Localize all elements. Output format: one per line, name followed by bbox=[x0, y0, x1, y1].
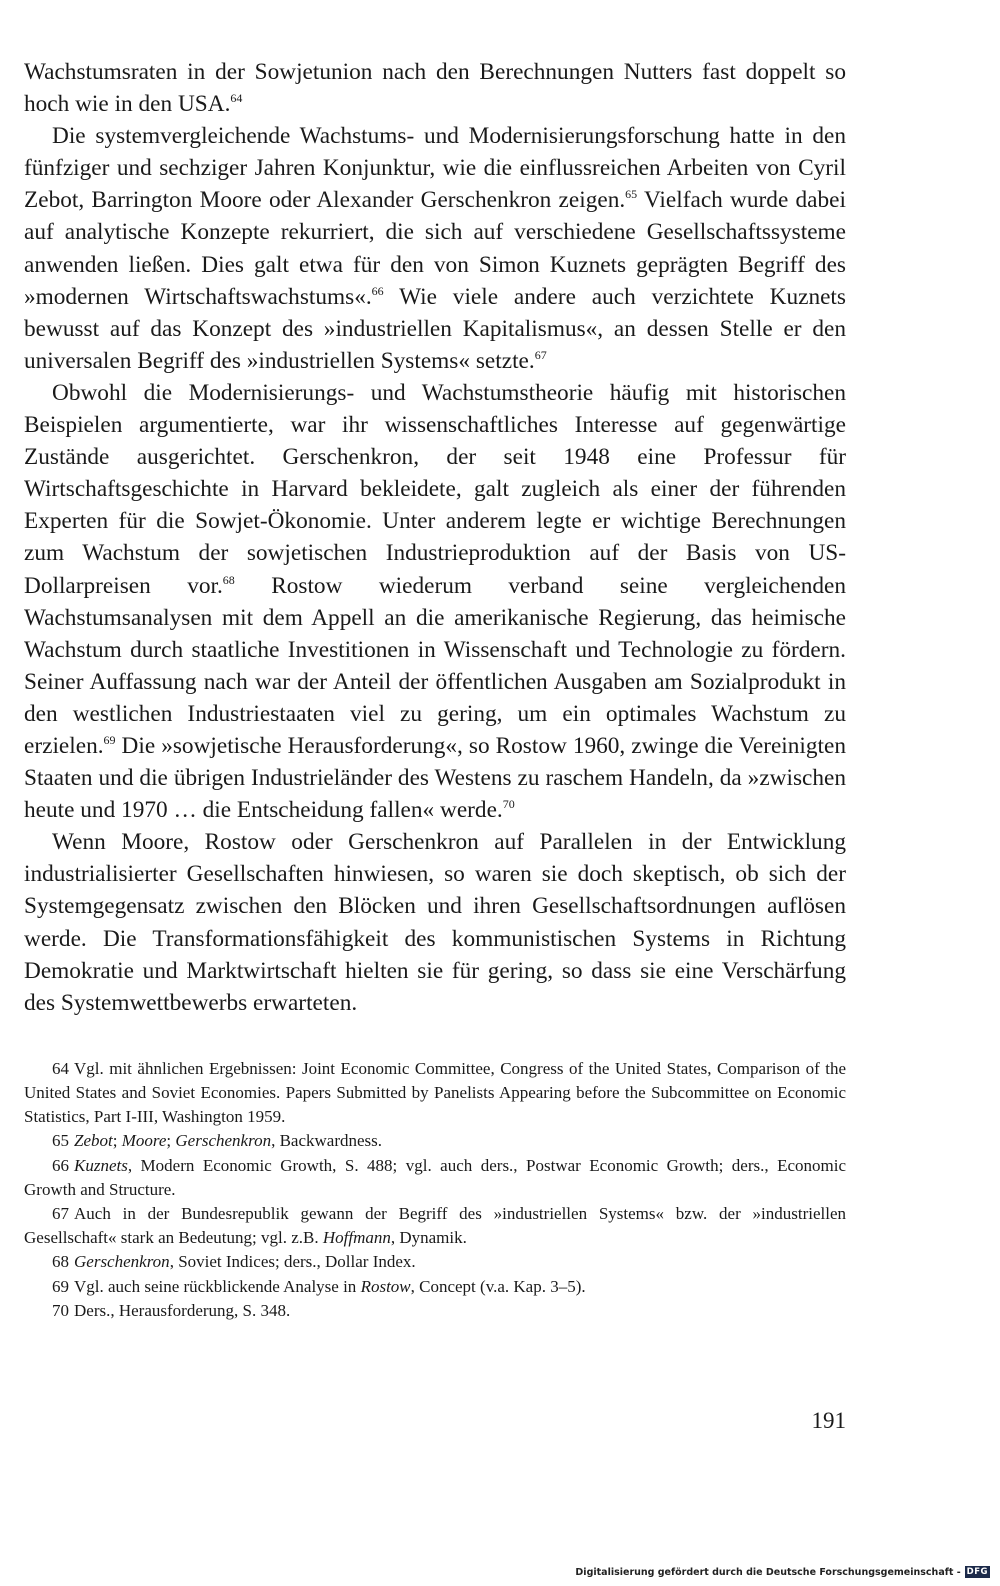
text-run: Wenn Moore, Rostow oder Gerschenkron auf Parallelen in der Entwicklung industrialisierter Gesellschaften hinwiesen, so waren sie doch skeptisch, ob sich der Systemgegensatz zwischen den Blöcken und ihren Gesellschaftsordnungen auflösen werde. Die Transformationsfähigkeit des kommunistischen Systems in Richtung Demokratie und Marktwirtschaft hielten sie für gering, so dass sie eine Verschärfung des Systemwettbewerbs erwarteten. bbox=[24, 829, 846, 1016]
text-run: , Backwardness. bbox=[271, 1131, 383, 1151]
text-run: ; bbox=[112, 1131, 122, 1151]
text-run: , Dynamik. bbox=[390, 1228, 467, 1248]
footnote-number: 68 bbox=[52, 1252, 69, 1272]
text-run: , Soviet Indices; ders., Dollar Index. bbox=[169, 1252, 416, 1272]
text-run: Wachstumsraten in der Sowjetunion nach den Berechnungen Nutters fast doppelt so hoch wie in den USA. bbox=[24, 59, 846, 118]
page-number: 191 bbox=[811, 1408, 846, 1433]
text-run: Die systemvergleichende Wachstums- und Modernisierungsforschung hatte in den fünfziger und sechziger Jahren Konjunktur, wie die einflussreichen Arbeiten von Cyril Zebot, Barrington Moore oder Alexander Gerschenkron zeigen. bbox=[24, 123, 846, 214]
text-run: Die »sowjetische Herausforderung«, so Rostow 1960, zwinge die Vereinigten Staaten und die übrigen Industrieländer des Westens zu raschem Handeln, da »zwischen heute und 1970 … die Entscheidung fallen« werde. bbox=[24, 732, 846, 824]
footnote-reference: 66 bbox=[371, 283, 384, 298]
text-run: , Modern Economic Growth, S. 488; vgl. auch ders., Postwar Economic Growth; ders., Economic Growth and Structure. bbox=[24, 1155, 846, 1199]
dfg-credit-line bbox=[575, 1566, 990, 1578]
paragraph bbox=[24, 120, 846, 377]
footnote-reference: 65 bbox=[625, 187, 638, 202]
dfg-logo: DFG bbox=[966, 1567, 988, 1577]
footnote bbox=[24, 1250, 846, 1274]
paragraph bbox=[24, 56, 846, 120]
footnotes bbox=[24, 1057, 846, 1323]
text-run: Vgl. auch seine rückblickende Analyse in bbox=[74, 1276, 361, 1296]
footnote-number: 70 bbox=[52, 1300, 69, 1320]
text-run: Auch in der Bundesrepublik gewann der Begriff des »industriellen Systems« bzw. der »industriellen Gesellschaft« stark an Bedeutung; vgl. z.B. bbox=[24, 1204, 846, 1248]
footnote-reference: 67 bbox=[534, 347, 547, 362]
text-run: Rostow wiederum verband seine vergleichenden Wachstumsanalysen mit dem Appell an die amerikanische Regierung, das heimische Wachstum durch staatliche Investitionen in Wissenschaft und Technologie zu fördern. Seiner Auffassung nach war der Anteil der öffentlichen Ausgaben am Sozialprodukt in den westlichen Industriestaaten viel zu gering, um ein optimales Wachstum zu erzielen. bbox=[24, 572, 846, 759]
footnote-reference: 69 bbox=[103, 732, 116, 747]
footnote bbox=[24, 1275, 846, 1299]
footnote-number: 67 bbox=[52, 1204, 69, 1224]
footnote-reference: 70 bbox=[502, 797, 515, 812]
italic-text: Rostow bbox=[360, 1276, 411, 1296]
footnote bbox=[24, 1154, 846, 1202]
text-run: , Concept (v.a. Kap. 3–5). bbox=[410, 1276, 586, 1296]
dfg-credit-text: Digitalisierung gefördert durch die Deutsche Forschungsgemeinschaft - bbox=[575, 1566, 961, 1578]
footnote bbox=[24, 1129, 846, 1153]
italic-text: Gerschenkron bbox=[175, 1131, 272, 1151]
footnote bbox=[24, 1299, 846, 1323]
text-run: Wie viele andere auch verzichtete Kuznets bewusst auf das Konzept des »industriellen Kapitalismus«, an dessen Stelle er den universalen Begriff des »industriellen Systems« setzte. bbox=[24, 283, 846, 374]
footnote-reference: 68 bbox=[222, 572, 235, 587]
footnote-number: 66 bbox=[52, 1155, 69, 1175]
paragraph bbox=[24, 826, 846, 1019]
text-run: Obwohl die Modernisierungs- und Wachstumstheorie häufig mit historischen Beispielen argumentierte, war ihr wissenschaftliches Interesse auf gegenwärtige Zustände ausgerichtet. Gerschenkron, der seit 1948 eine Professur für Wirtschaftsgeschichte in Harvard bekleidete, galt zugleich als einer der führenden Experten für die Sowjet-Ökonomie. Unter anderem legte er wichtige Berechnungen zum Wachstum der sowjetischen Industrieproduktion auf der Basis von US-Dollarpreisen vor. bbox=[24, 379, 846, 599]
italic-text: Hoffmann bbox=[322, 1228, 391, 1248]
text-run: Ders., Herausforderung, S. 348. bbox=[74, 1300, 291, 1320]
page-content bbox=[24, 56, 846, 1323]
text-run: Vielfach wurde dabei auf analytische Konzepte rekurriert, die sich auf verschiedene Gesellschaftssysteme anwenden ließen. Dies galt etwa für den von Simon Kuznets geprägten Begriff des »modernen Wirtschaftswachstums«. bbox=[24, 187, 846, 310]
text-run: ; bbox=[166, 1131, 176, 1151]
italic-text: Moore bbox=[121, 1131, 167, 1151]
body-text bbox=[24, 56, 846, 1019]
italic-text: Zebot bbox=[74, 1131, 113, 1151]
footnote bbox=[24, 1202, 846, 1250]
footnote-number: 65 bbox=[52, 1131, 69, 1151]
footnote-reference: 64 bbox=[230, 91, 243, 106]
italic-text: Kuznets bbox=[74, 1155, 128, 1175]
text-run: Vgl. mit ähnlichen Ergebnissen: Joint Economic Committee, Congress of the United States, Comparison of the United States and Soviet Economies. Papers Submitted by Panelists Appearing before the Subcommittee on Economic Statistics, Part I-III, Washington 1959. bbox=[24, 1058, 846, 1127]
footnote bbox=[24, 1057, 846, 1130]
footnote-number: 69 bbox=[52, 1276, 69, 1296]
footnote-number: 64 bbox=[52, 1058, 69, 1078]
paragraph bbox=[24, 377, 846, 826]
italic-text: Gerschenkron bbox=[74, 1252, 170, 1272]
